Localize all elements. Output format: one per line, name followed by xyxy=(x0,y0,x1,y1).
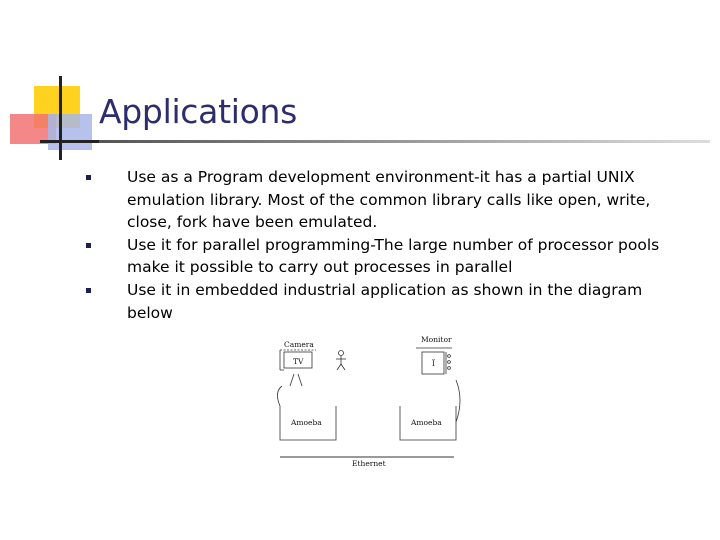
bullet-list xyxy=(86,166,686,324)
bullet-item xyxy=(86,166,686,234)
bullet-item xyxy=(86,234,686,279)
bullet-text: Use as a Program development environment-it has a partial UNIX emulation library. Most of the common library calls like open, write, close, fork have been emulated. xyxy=(127,168,651,232)
square-bullet-icon xyxy=(86,175,91,180)
amoeba-left-label: Amoeba xyxy=(291,418,322,427)
amoeba-left-box xyxy=(277,386,336,440)
monitor-label: Monitor xyxy=(421,335,452,344)
bullet-text: Use it in embedded industrial application as shown in the diagram below xyxy=(127,280,643,322)
square-bullet-icon xyxy=(86,243,91,248)
bullet-item xyxy=(86,279,686,324)
tv-label: TV xyxy=(293,357,304,366)
camera-label: Camera xyxy=(284,340,314,349)
logo-vertical-line xyxy=(59,76,62,160)
bullet-text: Use it for parallel programming-The large number of processor pools make it possible to carry out processes in parallel xyxy=(127,235,660,277)
diagram-drawing xyxy=(264,330,464,470)
logo-horizontal-line xyxy=(40,140,100,143)
title-underline xyxy=(99,140,710,143)
logo-blue-block xyxy=(48,114,92,150)
amoeba-right-box xyxy=(400,380,460,440)
camera-lens xyxy=(290,374,302,386)
embedded-system-diagram xyxy=(264,330,464,470)
amoeba-right-label: Amoeba xyxy=(411,418,442,427)
square-bullet-icon xyxy=(86,288,91,293)
ethernet-label: Ethernet xyxy=(352,459,386,468)
slide-title: Applications xyxy=(99,92,297,131)
person-figure xyxy=(336,351,346,371)
monitor-screen-label: Ï xyxy=(432,359,435,368)
